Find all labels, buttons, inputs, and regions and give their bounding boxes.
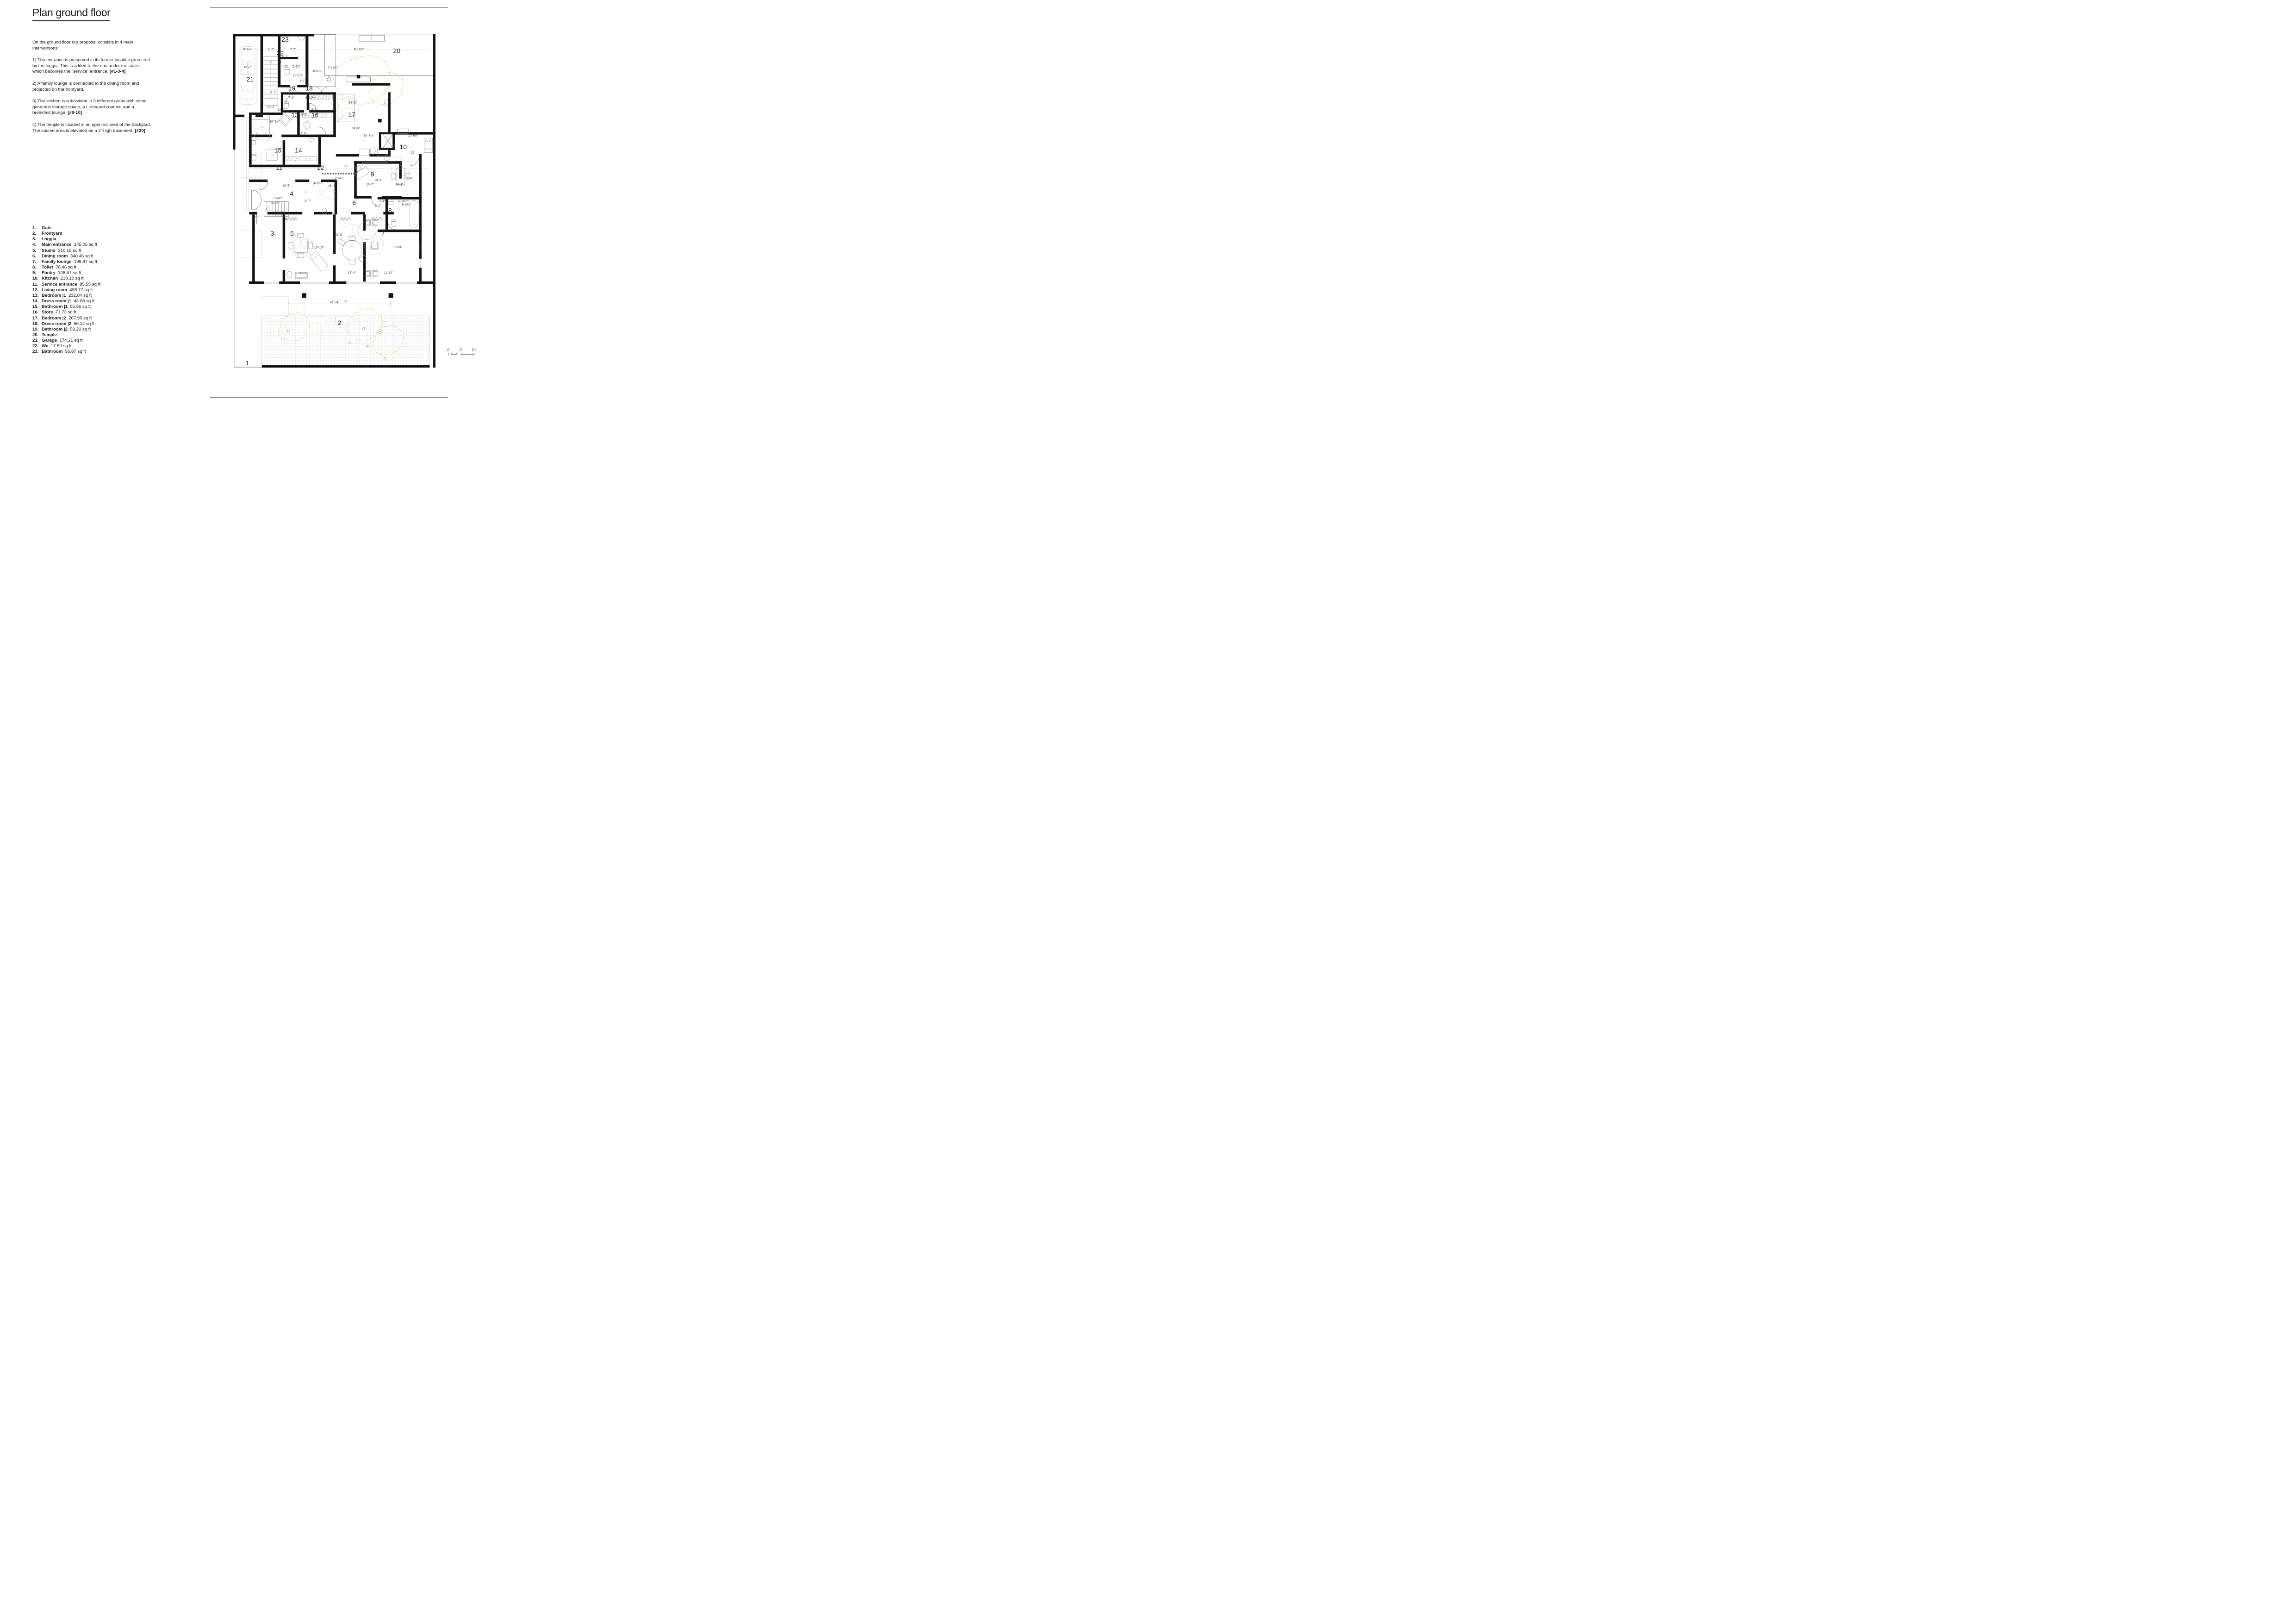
- dimension-label: 9'-4½": [243, 48, 252, 51]
- room-label-17: 17: [348, 111, 355, 119]
- legend-item-name: Kitchen: [42, 276, 58, 281]
- sink-icon: [251, 137, 257, 141]
- dimension-label: 18'-2": [348, 101, 357, 105]
- dimension-label: 10'-8½": [311, 70, 322, 74]
- dimension-label: 8'-2": [281, 100, 288, 103]
- legend-item-name: Wc: [42, 344, 49, 349]
- dimension-label: 9'-7": [305, 199, 311, 203]
- legend-item: [32, 276, 153, 281]
- dimension-label: 10'-3": [374, 178, 382, 182]
- room-label-16: 16: [311, 111, 319, 119]
- dimension-label: 3'-7": [299, 79, 306, 83]
- boundary-lines: [234, 150, 262, 368]
- armchair-icon: [373, 219, 378, 226]
- legend-item-area: 340.46 sq ft: [68, 253, 93, 259]
- legend-item-name: Dress room |2: [42, 321, 72, 326]
- room-label-20: 20: [393, 47, 401, 55]
- legend-item-number: 6.: [32, 253, 37, 259]
- room-label-13: 13: [291, 111, 299, 119]
- legend-item: [32, 282, 153, 287]
- legend-item: [32, 327, 153, 332]
- dimension-label: 18'-7": [243, 66, 252, 69]
- sink-icon: [308, 138, 314, 142]
- dimension-label: 7': [305, 190, 307, 194]
- dimension-label: 6'-10½": [305, 96, 316, 100]
- intro: [32, 40, 152, 134]
- dimension-label: 8'-5": [301, 113, 308, 117]
- legend-item-name: Frontyard: [42, 231, 62, 237]
- legend-item-number: 3.: [32, 237, 37, 242]
- intro-lead: On the ground floor our proposal consists in 4 main interventions:: [32, 40, 133, 51]
- dimension-label: 7': [344, 300, 347, 304]
- legend-item-number: 17.: [32, 315, 39, 321]
- armchair-icon: [365, 219, 370, 226]
- scale-label-0: 0: [447, 347, 449, 352]
- legend-item-number: 23.: [32, 349, 39, 355]
- legend-item-number: 4.: [32, 242, 37, 248]
- room-label-1: 1: [245, 359, 249, 367]
- stairs-up: [264, 56, 278, 106]
- legend-item-name: Gate: [42, 225, 52, 231]
- legend-item-number: 9.: [32, 270, 37, 276]
- room-label-7: 7: [381, 229, 385, 237]
- legend-item: [32, 237, 153, 242]
- sink-icon: [388, 201, 394, 205]
- legend-item-name: Bathroom |2: [42, 326, 68, 332]
- legend-item-area: 59.20 sq ft: [68, 326, 91, 332]
- legend-item-name: Pantry: [42, 270, 56, 276]
- gate-arrow-icon: [255, 215, 258, 224]
- legend-item-number: 5.: [32, 248, 37, 253]
- legend-item-area: 145.05 sq ft: [71, 242, 97, 248]
- legend-item-area: 108.47 sq ft: [55, 270, 81, 276]
- legend-item-name: Bathroom |1: [42, 304, 68, 310]
- text-column: [32, 6, 152, 140]
- intro-paragraph: 1) The entrance is preserved in its former location protected by the loggia. This is added to the one under the stairs, which becomes the “service” entrance. [#1-3-4]: [32, 57, 150, 75]
- legend-item-number: 22.: [32, 344, 39, 349]
- plan-reference: [#20]: [135, 128, 145, 133]
- room-label-9: 9: [370, 170, 374, 178]
- legend-item-name: Bedroom |2: [42, 315, 66, 321]
- room-label-11: 11: [276, 164, 283, 172]
- dimension-label: 10'-2": [395, 183, 404, 187]
- dimension-label: 11': [284, 217, 288, 221]
- dimension-label: 5'-4": [379, 200, 386, 203]
- dimension-label: 13'-3": [267, 105, 275, 109]
- dimension-label: 8'-5½": [271, 201, 280, 205]
- dimension-label: 17'-2": [275, 210, 283, 214]
- dimension-label: 15'-9": [394, 245, 402, 249]
- legend-item-area: 218.10 sq ft: [58, 276, 84, 281]
- chaise-icon: [309, 251, 329, 272]
- legend-item-area: 71.73 sq ft: [53, 310, 76, 315]
- legend-item-name: Family lounge: [42, 259, 72, 264]
- legend-item: [32, 332, 153, 338]
- dimension-label: 7'-7": [290, 48, 296, 51]
- scale-label-5: 5': [460, 347, 463, 352]
- dimension-label: 19'-5": [282, 184, 291, 188]
- dimension-label: 16'-1½": [269, 120, 280, 124]
- legend-item-name: Dress room |1: [42, 299, 72, 304]
- room-legend: [32, 225, 153, 355]
- frontyard-ground: [262, 315, 430, 365]
- legend-item-number: 16.: [32, 310, 39, 315]
- dimension-label: 4'-5": [281, 65, 288, 69]
- legend-item-area: 85.55 sq ft: [77, 281, 100, 287]
- armchair-icon: [365, 270, 370, 277]
- dimension-label: 11'-10": [384, 271, 393, 275]
- dimension-label: 9'-11½": [327, 66, 338, 70]
- dimension-label: 12': [411, 151, 415, 155]
- scale-label-10: 10': [471, 347, 477, 352]
- room-label-8: 8: [388, 206, 392, 214]
- dimension-label: 5'-7": [282, 56, 288, 59]
- dimension-label: 26': [343, 164, 348, 168]
- stove-icon: [424, 138, 432, 153]
- page: [0, 0, 574, 406]
- legend-item-area: 17.50 sq ft: [48, 344, 72, 349]
- legend-item: [32, 293, 153, 299]
- dimension-label: 4'-9": [270, 90, 277, 94]
- temple-block: [324, 34, 433, 82]
- dimension-label: 6'-6": [311, 108, 318, 112]
- room-label-6: 6: [352, 199, 356, 206]
- legend-item-number: 1.: [32, 225, 37, 231]
- bathtub-icon: [410, 200, 418, 227]
- intro-paragraph: 4) The temple is located in an open-air area of the backyard. The sacred area is elevated on a 2’-high basement. [#20]: [32, 122, 151, 133]
- legend-item-area: 498.77 sq ft: [67, 287, 93, 293]
- legend-item-name: Toilet: [42, 265, 53, 270]
- legend-item-number: 19.: [32, 326, 39, 332]
- legend-item-number: 15.: [32, 304, 39, 310]
- dimension-label: 15'-4": [348, 271, 356, 275]
- dimension-label: 21'-8": [335, 233, 343, 237]
- dimension-label: 5'-2": [375, 204, 381, 207]
- legend-item-area: 78.46 sq ft: [53, 265, 77, 270]
- dimension-label: 21'-4": [335, 177, 343, 181]
- legend-item: [32, 254, 153, 259]
- toilet-icon: [252, 154, 256, 161]
- legend-item-name: Bathroom: [42, 349, 63, 355]
- legend-item: [32, 242, 153, 248]
- legend-item-name: Living room: [42, 287, 67, 293]
- legend-item-number: 7.: [32, 259, 37, 264]
- legend-item: [32, 270, 153, 276]
- planter: [308, 317, 326, 323]
- legend-item-name: Bedroom |1: [42, 293, 66, 298]
- legend-item-area: 232.84 sq ft: [66, 293, 92, 298]
- legend-item: [32, 316, 153, 321]
- armchair-icon: [373, 270, 378, 277]
- legend-item-number: 21.: [32, 338, 39, 344]
- legend-item: [32, 310, 153, 315]
- dimension-label: 28'-11": [330, 300, 340, 304]
- dimension-label: 8'-10½": [354, 48, 365, 51]
- legend-item-area: 310.16 sq ft: [55, 248, 81, 253]
- legend-item-area: 198.87 sq ft: [71, 259, 97, 264]
- plan-reference: [#9-10]: [68, 110, 82, 116]
- dimension-label: 12'-9": [277, 108, 286, 112]
- garden-faucet-icon: [327, 78, 331, 81]
- toilet-icon: [285, 68, 290, 76]
- legend-item: [32, 338, 153, 344]
- legend-item-number: 11.: [32, 281, 38, 287]
- chair-icon: [303, 121, 311, 129]
- room-label-5: 5: [290, 229, 294, 237]
- floor-plan-svg: [233, 34, 436, 369]
- legend-item-area: 55.56 sq ft: [68, 304, 91, 310]
- legend-item: [32, 287, 153, 293]
- room-label-15: 15: [274, 146, 282, 154]
- room-label-21: 21: [246, 75, 254, 83]
- legend-item-number: 20.: [32, 332, 39, 337]
- rug-icon: [279, 113, 292, 126]
- dimension-label: 18'-10": [299, 271, 310, 275]
- dimension-label: 6'-8½": [314, 181, 323, 185]
- scale-bar: [446, 347, 479, 359]
- dimension-label: 7'-3": [288, 96, 295, 100]
- bed-icon: [251, 115, 270, 145]
- dimension-label: 14'-9": [352, 127, 360, 131]
- legend-item-number: 10.: [32, 276, 39, 281]
- legend-item-number: 18.: [32, 321, 39, 326]
- plan-reference: [#1-3-4]: [109, 69, 126, 75]
- dimension-label: 6'-0½": [402, 203, 411, 206]
- legend-item-number: 13.: [32, 293, 39, 298]
- legend-item-name: Temple: [42, 332, 57, 337]
- dimension-label: 9'-9": [406, 177, 413, 181]
- legend-item: [32, 349, 153, 355]
- legend-item-name: Garage: [42, 338, 57, 344]
- toilet-icon: [281, 100, 289, 109]
- toilet-icon: [392, 220, 396, 227]
- legend-item: [32, 231, 153, 237]
- dimension-label: 21'-1½": [292, 74, 304, 78]
- dimension-label: 10'-6½": [363, 134, 374, 138]
- legend-item-name: Studio: [42, 248, 56, 253]
- dimension-label: 10'-6½": [408, 134, 419, 138]
- legend-item-number: 8.: [32, 265, 37, 270]
- dimension-label: 3'-4½": [274, 197, 283, 200]
- intro-paragraphs: [32, 57, 152, 134]
- room-label-23: 23: [281, 36, 289, 44]
- legend-item-name: Main entrance: [42, 242, 72, 248]
- legend-item-name: Dining room: [42, 253, 68, 259]
- intro-paragraph: 2) A family lounge is connected to the dining room and projected on the frontyard.: [32, 81, 139, 92]
- intro-paragraph: 3) The kitchen is subdivided in 3 different areas with some generous storage space, a L-shaped counter, and a breakfast lounge. [#9-10]: [32, 99, 147, 116]
- bottom-rule: [210, 397, 448, 398]
- wardrobe-icon: [285, 157, 317, 161]
- legend-item-area: 267.95 sq ft: [66, 315, 92, 321]
- legend-item-name: Loggia: [42, 237, 56, 242]
- legend-item-name: Store: [42, 310, 53, 315]
- dimension-label: 15'-10": [314, 246, 324, 250]
- legend-item-number: 2.: [32, 231, 37, 237]
- legend-item: [32, 248, 153, 254]
- dimension-label: 8'-10½": [398, 200, 409, 203]
- page-title: Plan ground floor: [32, 6, 110, 21]
- legend-item-number: 14.: [32, 299, 39, 304]
- room-label-19: 19: [288, 84, 296, 92]
- room-label-4: 4: [290, 190, 293, 198]
- room-label-12: 12: [317, 164, 324, 172]
- legend-item-number: 12.: [32, 287, 39, 293]
- legend-item-area: 43.08 sq ft: [71, 299, 95, 304]
- legend-item-area: 55.87 sq ft: [62, 349, 86, 355]
- legend-item: [32, 321, 153, 327]
- room-label-22: 22: [276, 49, 284, 57]
- legend-item-area: 56.14 sq ft: [71, 321, 95, 326]
- floor-plan: [233, 34, 436, 369]
- top-rule: [210, 7, 448, 8]
- dimension-label: 16'-3": [328, 184, 336, 188]
- scale-bar-shape: [448, 353, 474, 356]
- side-table: [370, 241, 379, 250]
- room-label-2: 2: [337, 319, 342, 327]
- dimension-label: 4': [279, 61, 282, 64]
- legend-item: [32, 225, 153, 231]
- legend-item: [32, 265, 153, 270]
- dimension-label: 3'-2": [300, 131, 307, 135]
- legend-item: [32, 259, 153, 265]
- dimension-label: 2'-10": [292, 65, 300, 69]
- room-label-18: 18: [305, 84, 313, 92]
- legend-item: [32, 344, 153, 349]
- room-label-3: 3: [270, 229, 274, 237]
- legend-item-name: Service entrance: [42, 281, 77, 287]
- dimension-label: 10'-7": [366, 183, 374, 187]
- sink-icon: [299, 37, 305, 41]
- dimension-label: 3'-2": [268, 48, 274, 51]
- room-label-10: 10: [399, 143, 407, 150]
- legend-item-area: 174.21 sq ft: [57, 338, 83, 344]
- legend-item: [32, 299, 153, 304]
- legend-item: [32, 304, 153, 310]
- room-label-14: 14: [295, 146, 302, 154]
- windows: [264, 204, 421, 283]
